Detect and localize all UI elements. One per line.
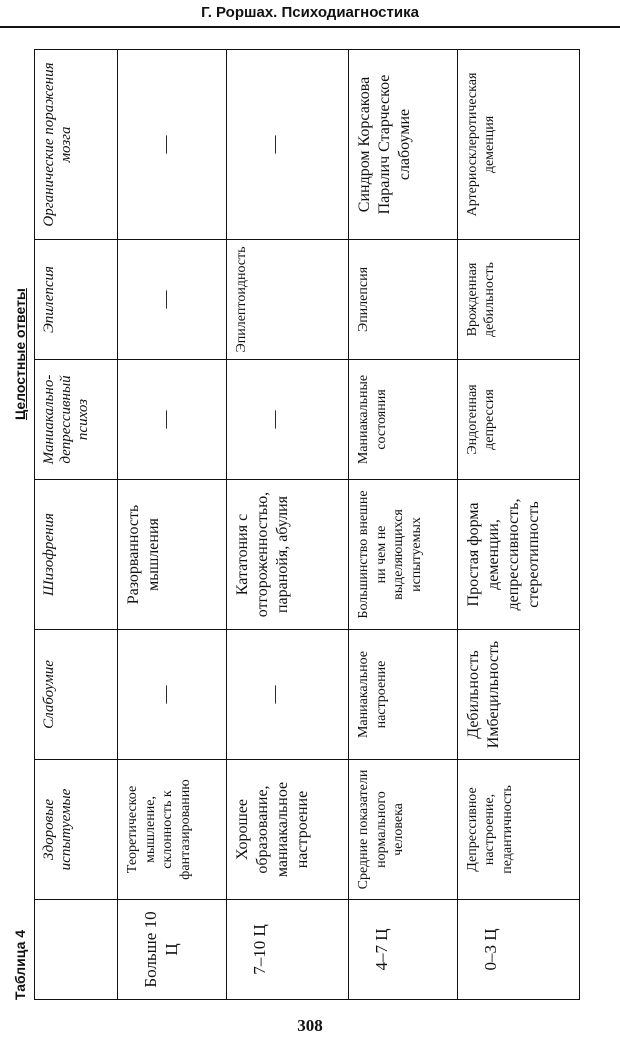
table-cell: —	[118, 50, 227, 240]
column-header: Маниакально-депрессивный психоз	[35, 360, 118, 480]
rotated-table-block	[10, 50, 580, 1000]
column-header: Эпилепсия	[35, 240, 118, 360]
column-header: Органические поражения мозга	[35, 50, 118, 240]
table-cell: Дебильность Имбецильность	[457, 630, 579, 760]
header-row	[35, 50, 118, 1000]
table-caption	[10, 50, 32, 1000]
table-cell: Врожденная дебильность	[457, 240, 579, 360]
row-label: 4–7 Ц	[349, 900, 458, 1000]
table-cell: Разорванность мышления	[118, 480, 227, 630]
running-title: Г. Роршах. Психодиагностика	[201, 4, 419, 21]
table-cell: —	[226, 360, 348, 480]
header-rule	[0, 26, 620, 28]
column-header: Слабоумие	[35, 630, 118, 760]
table-cell: —	[226, 630, 348, 760]
table-cell: —	[226, 50, 348, 240]
table-cell: —	[118, 240, 227, 360]
column-header: Шизофрения	[35, 480, 118, 630]
table-cell: Простая форма деменции, депрессивность, стереотипность	[457, 480, 579, 630]
table-cell: Эпилептоидность	[226, 240, 348, 360]
row-label: 0–3 Ц	[457, 900, 579, 1000]
table-cell: Теоретическое мышление, склонность к фантазированию	[118, 760, 227, 900]
table-row	[226, 50, 348, 1000]
column-header	[35, 900, 118, 1000]
table-cell: Хорошее образование, маниакальное настроение	[226, 760, 348, 900]
table-row	[457, 50, 579, 1000]
table-row	[349, 50, 458, 1000]
table-number: Таблица 4	[12, 929, 28, 1000]
row-label: Больше 10 Ц	[118, 900, 227, 1000]
page-number: 308	[297, 1016, 323, 1035]
table-cell: Маниакальные состояния	[349, 360, 458, 480]
table-cell: Маниакальное настроение	[349, 630, 458, 760]
table-cell: Эндогенная депрессия	[457, 360, 579, 480]
table-cell: Кататония с отгороженностью, паранойя, абулия	[226, 480, 348, 630]
table-cell: —	[118, 630, 227, 760]
table-row	[118, 50, 227, 1000]
table-cell: Синдром Корсакова Паралич Старческое слабоумие	[349, 50, 458, 240]
data-table	[34, 49, 580, 1000]
column-header: Здоровые испытуемые	[35, 760, 118, 900]
table-cell: —	[118, 360, 227, 480]
table-cell: Средние показатели нормального человека	[349, 760, 458, 900]
row-label: 7–10 Ц	[226, 900, 348, 1000]
table-cell: Большинство внешне ни чем не выделяющихся испытуемых	[349, 480, 458, 630]
table-cell: Артериосклеротическая деменция	[457, 50, 579, 240]
column-group-label: Целостные ответы	[12, 288, 28, 420]
table-cell: Эпилепсия	[349, 240, 458, 360]
table-cell: Депрессивное настроение, педантичность	[457, 760, 579, 900]
